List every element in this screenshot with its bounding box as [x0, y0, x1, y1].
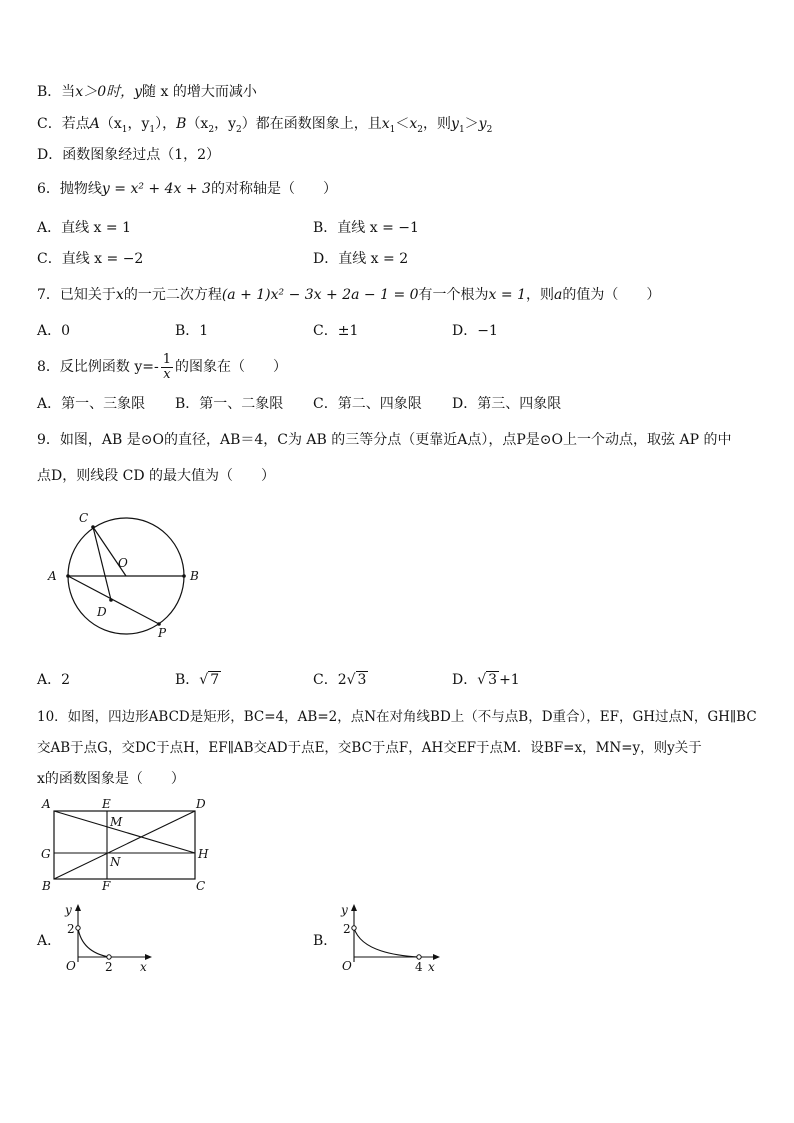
origin-label: O	[66, 959, 76, 973]
q7-option-a: A．0	[37, 323, 71, 339]
curve	[354, 928, 419, 957]
label-p: P	[158, 626, 167, 640]
label-a: A	[42, 797, 51, 811]
q10-option-a-label: A．	[37, 933, 62, 949]
q6-stem: 6．抛物线y = x² + 4x + 3的对称轴是（ ）	[37, 181, 337, 197]
q10-graph-a	[62, 900, 157, 980]
label-e: E	[102, 797, 111, 811]
point-a	[66, 574, 70, 578]
q9-option-a: A．2	[37, 672, 71, 688]
q6-option-d: D．直线 x = 2	[313, 251, 409, 267]
q5-option-c: C．若点$A(x_1$，$y_1$），$B(x_2$，$y_2$）都在函数图象上，且$x_1<x_2$，则$y_1>y_2$	[37, 116, 493, 135]
origin-label: O	[342, 959, 352, 973]
q7-option-b: B．1	[175, 323, 209, 339]
label-o: O	[118, 556, 128, 570]
q10-option-b-label: B．	[313, 933, 338, 949]
q6-option-a: A．直线 x = 1	[37, 220, 131, 236]
q9-option-d: D．√ 3 +1	[452, 672, 520, 688]
tick-label-x: 2	[105, 960, 113, 974]
q5-option-d: D．函数图象经过点（1，2）	[37, 147, 221, 163]
q10-stem-line2: 交AB于点G，交DC于点H，EF∥AB交AD于点E，交BC于点F，AH交EF于点M．设BF=x，MN=y，则y关于	[37, 740, 702, 756]
y-axis-arrow	[351, 904, 357, 911]
q6-option-c: C．直线 x = −2	[37, 251, 144, 267]
label-b: B	[190, 569, 199, 583]
q5-option-b: B．当x＞0时，y随 x 的增大而减小	[37, 84, 257, 100]
q8-stem: 8．反比例函数 y=- $\frac{1}{x}$ 的图象在（ ）	[37, 351, 288, 382]
q8-fraction: $\frac{1}{x}$	[162, 351, 172, 382]
q8-option-d: D．第三、四象限	[452, 396, 562, 412]
y-axis-arrow	[75, 904, 81, 911]
label-c: C	[196, 879, 206, 893]
point-d	[109, 598, 113, 602]
point-b	[182, 574, 186, 578]
label-g: G	[41, 847, 51, 861]
label-n: N	[110, 855, 121, 869]
label-h: H	[198, 847, 209, 861]
open-point-x	[107, 955, 111, 959]
label-f: F	[102, 879, 111, 893]
q8-option-a: A．第一、三象限	[37, 396, 146, 412]
q10-graph-b	[338, 900, 448, 980]
q6-option-b: B．直线 x = −1	[313, 220, 419, 236]
q9-option-c: C．2√ 3	[313, 672, 367, 688]
diagonal-bd	[54, 811, 195, 879]
tick-label-x: 4	[415, 960, 423, 974]
label-m: M	[110, 815, 123, 829]
q10-stem-line3: x的函数图象是（ ）	[37, 771, 185, 787]
q9-stem-line1: 9．如图，AB 是⊙O的直径，AB＝4，C为 AB 的三等分点（更靠近A点），点P是⊙O上一个动点，取弦 AP 的中	[37, 432, 732, 448]
q9-option-b: B．√ 7	[175, 672, 220, 688]
label-b: B	[42, 879, 51, 893]
q8-option-c: C．第二、四象限	[313, 396, 422, 412]
axis-label-x: x	[140, 960, 147, 974]
open-point-x	[417, 955, 421, 959]
axis-label-y: y	[65, 903, 72, 917]
open-point-y	[76, 926, 80, 930]
segment-ah	[54, 811, 195, 853]
point-c	[91, 525, 95, 529]
q10-rectangle-figure	[38, 797, 218, 897]
label-c: C	[79, 511, 89, 525]
q7-option-d: D．−1	[452, 323, 498, 339]
q9-circle-figure	[40, 505, 200, 645]
chord-ap	[68, 576, 159, 624]
label-d: D	[196, 797, 206, 811]
open-point-y	[352, 926, 356, 930]
q8-option-b: B．第一、二象限	[175, 396, 284, 412]
axis-label-x: x	[428, 960, 435, 974]
segment-cd	[93, 527, 111, 600]
tick-label-y: 2	[343, 922, 351, 936]
label-d: D	[97, 605, 107, 619]
curve	[78, 928, 109, 957]
axis-label-y: y	[341, 903, 348, 917]
q9-stem-line2: 点D，则线段 CD 的最大值为（ ）	[37, 468, 276, 484]
tick-label-y: 2	[67, 922, 75, 936]
q7-stem: 7．已知关于x的一元二次方程(a + 1)x² − 3x + 2a − 1 = 0有一个根为x = 1，则a的值为（ ）	[37, 287, 661, 303]
label-a: A	[48, 569, 57, 583]
q7-option-c: C．±1	[313, 323, 359, 339]
q10-stem-line1: 10．如图，四边形ABCD是矩形，BC=4，AB=2，点N在对角线BD上（不与点B，D重合），EF，GH过点N，GH∥BC	[37, 709, 757, 725]
